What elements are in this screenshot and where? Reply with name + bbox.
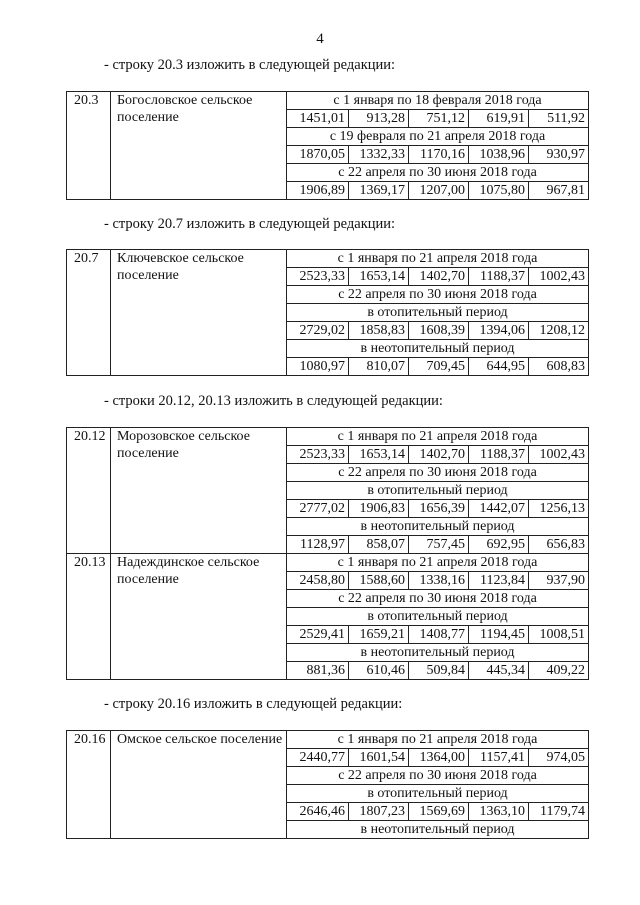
table-row (67, 92, 589, 110)
tariff-value: 409,22 (529, 662, 589, 680)
tariff-value: 1256,13 (529, 500, 589, 518)
section-intro: - строку 20.16 изложить в следующей редакции: (104, 696, 403, 712)
tariff-value: 1179,74 (529, 803, 589, 821)
period-header: с 1 января по 21 апреля 2018 года (287, 250, 589, 268)
table-row (67, 250, 589, 268)
settlement-name: Богословское сельское поселение (111, 92, 287, 200)
row-number: 20.12 (67, 428, 111, 554)
tariff-value: 1656,39 (409, 500, 469, 518)
period-header: с 22 апреля по 30 июня 2018 года (287, 164, 589, 182)
row-number: 20.3 (67, 92, 111, 200)
season-header: в отопительный период (287, 304, 589, 322)
tariff-value: 1858,83 (349, 322, 409, 340)
tariff-value: 1002,43 (529, 446, 589, 464)
tariff-value: 1075,80 (469, 182, 529, 200)
tariff-value: 751,12 (409, 110, 469, 128)
tariff-value: 1608,39 (409, 322, 469, 340)
season-header: в отопительный период (287, 482, 589, 500)
tariff-value: 1601,54 (349, 749, 409, 767)
tariff-value: 1363,10 (469, 803, 529, 821)
tariff-value: 1188,37 (469, 268, 529, 286)
row-number: 20.7 (67, 250, 111, 376)
tariff-value: 1402,70 (409, 268, 469, 286)
section-intro: - строку 20.7 изложить в следующей редакции: (104, 216, 396, 232)
period-header: с 1 января по 21 апреля 2018 года (287, 731, 589, 749)
rate-table (66, 730, 589, 839)
tariff-value: 1364,00 (409, 749, 469, 767)
season-header: в отопительный период (287, 608, 589, 626)
tariff-value: 656,83 (529, 536, 589, 554)
tariff-value: 1207,00 (409, 182, 469, 200)
tariff-value: 1402,70 (409, 446, 469, 464)
tariff-value: 1569,69 (409, 803, 469, 821)
tariff-value: 1870,05 (287, 146, 349, 164)
tariff-value: 1653,14 (349, 268, 409, 286)
season-header: в неотопительный период (287, 340, 589, 358)
tariff-value: 1588,60 (349, 572, 409, 590)
tariff-value: 1394,06 (469, 322, 529, 340)
settlement-name: Надеждинское сельское поселение (111, 554, 287, 680)
tariff-value: 1002,43 (529, 268, 589, 286)
season-header: в неотопительный период (287, 518, 589, 536)
tariff-value: 1653,14 (349, 446, 409, 464)
tariff-value: 1442,07 (469, 500, 529, 518)
tariff-value: 1807,23 (349, 803, 409, 821)
section-intro: - строки 20.12, 20.13 изложить в следующей редакции: (104, 393, 443, 409)
tariff-value: 692,95 (469, 536, 529, 554)
tariff-value: 1906,89 (287, 182, 349, 200)
tariff-value: 858,07 (349, 536, 409, 554)
rate-table (66, 249, 589, 376)
tariff-value: 1338,16 (409, 572, 469, 590)
table-row (67, 428, 589, 446)
tariff-value: 2523,33 (287, 446, 349, 464)
tariff-value: 619,91 (469, 110, 529, 128)
tariff-value: 1194,45 (469, 626, 529, 644)
tariff-value: 2458,80 (287, 572, 349, 590)
tariff-value: 1157,41 (469, 749, 529, 767)
tariff-value: 509,84 (409, 662, 469, 680)
period-header: с 22 апреля по 30 июня 2018 года (287, 464, 589, 482)
tariff-value: 2646,46 (287, 803, 349, 821)
tariff-value: 1038,96 (469, 146, 529, 164)
tariff-value: 757,45 (409, 536, 469, 554)
tariff-value: 709,45 (409, 358, 469, 376)
tariff-value: 1123,84 (469, 572, 529, 590)
season-header: в неотопительный период (287, 821, 589, 839)
tariff-value: 1451,01 (287, 110, 349, 128)
tariff-value: 2529,41 (287, 626, 349, 644)
tariff-value: 1128,97 (287, 536, 349, 554)
tariff-value: 881,36 (287, 662, 349, 680)
rate-table (66, 427, 589, 680)
tariff-value: 1332,33 (349, 146, 409, 164)
tariff-value: 967,81 (529, 182, 589, 200)
tariff-value: 511,92 (529, 110, 589, 128)
tariff-value: 1080,97 (287, 358, 349, 376)
tariff-value: 1208,12 (529, 322, 589, 340)
tariff-value: 1170,16 (409, 146, 469, 164)
tariff-value: 644,95 (469, 358, 529, 376)
tariff-value: 913,28 (349, 110, 409, 128)
tariff-value: 1659,21 (349, 626, 409, 644)
tariff-value: 610,46 (349, 662, 409, 680)
tariff-value: 2440,77 (287, 749, 349, 767)
period-header: с 22 апреля по 30 июня 2018 года (287, 286, 589, 304)
settlement-name: Морозовское сельское поселение (111, 428, 287, 554)
period-header: с 22 апреля по 30 июня 2018 года (287, 590, 589, 608)
rate-table (66, 91, 589, 200)
tariff-value: 2523,33 (287, 268, 349, 286)
table-row (67, 554, 589, 572)
page-number: 4 (316, 31, 324, 47)
tariff-value: 1188,37 (469, 446, 529, 464)
tariff-value: 810,07 (349, 358, 409, 376)
row-number: 20.16 (67, 731, 111, 839)
period-header: с 1 января по 21 апреля 2018 года (287, 554, 589, 572)
tariff-value: 937,90 (529, 572, 589, 590)
tariff-value: 445,34 (469, 662, 529, 680)
tariff-value: 1906,83 (349, 500, 409, 518)
tariff-value: 2729,02 (287, 322, 349, 340)
season-header: в неотопительный период (287, 644, 589, 662)
period-header: с 1 января по 21 апреля 2018 года (287, 428, 589, 446)
period-header: с 1 января по 18 февраля 2018 года (287, 92, 589, 110)
tariff-value: 1369,17 (349, 182, 409, 200)
period-header: с 22 апреля по 30 июня 2018 года (287, 767, 589, 785)
row-number: 20.13 (67, 554, 111, 680)
season-header: в отопительный период (287, 785, 589, 803)
period-header: с 19 февраля по 21 апреля 2018 года (287, 128, 589, 146)
tariff-value: 1408,77 (409, 626, 469, 644)
tariff-value: 2777,02 (287, 500, 349, 518)
section-intro: - строку 20.3 изложить в следующей редакции: (104, 57, 396, 73)
tariff-value: 608,83 (529, 358, 589, 376)
tariff-value: 974,05 (529, 749, 589, 767)
tariff-value: 1008,51 (529, 626, 589, 644)
table-row (67, 731, 589, 749)
tariff-value: 930,97 (529, 146, 589, 164)
settlement-name: Ключевское сельское поселение (111, 250, 287, 376)
settlement-name: Омское сельское поселение (111, 731, 287, 839)
